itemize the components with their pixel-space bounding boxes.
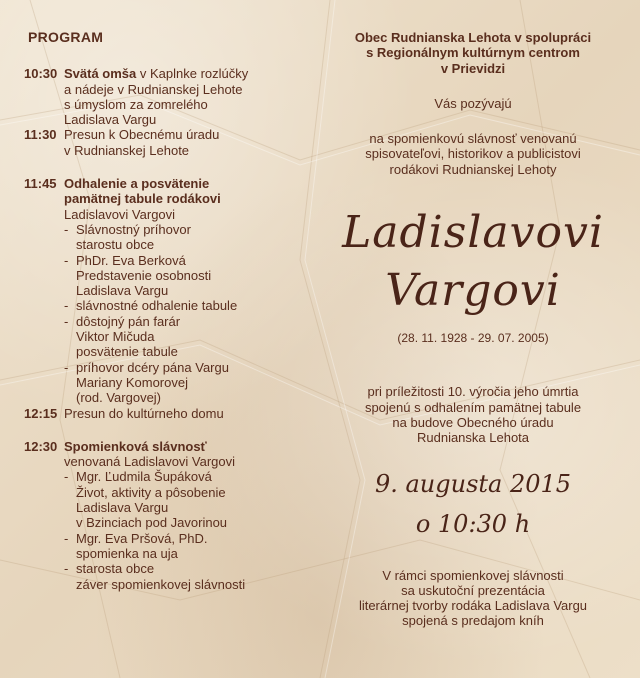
reason-line: pri príležitosti 10. výročia jeho úmrtia xyxy=(367,384,579,400)
program-line: Ladislava Vargu xyxy=(64,112,157,128)
program-time: 10:30 xyxy=(24,66,58,82)
extra-line: V rámci spomienkovej slávnosti xyxy=(382,567,564,583)
program-line: v Rudnianskej Lehote xyxy=(64,142,190,158)
program-sub-cont: posvätenie tabule xyxy=(76,344,178,360)
program-time: 11:45 xyxy=(24,176,57,192)
event-time: o 10:30 h xyxy=(415,509,531,538)
extra-line: spojená s predajom kníh xyxy=(402,613,544,629)
program-item-3 xyxy=(24,176,314,405)
program-rest: v Kaplnke rozlúčky xyxy=(136,66,249,82)
program-sub-cont: Ladislava Vargu xyxy=(76,500,169,516)
organizer-line: Obec Rudnianska Lehota v spolupráci xyxy=(354,30,592,45)
program-sub-cont: Viktor Mičuda xyxy=(76,329,155,345)
program-line: venovaná Ladislavovi Vargovi xyxy=(64,454,236,470)
program-rest: Presun k Obecnému úradu xyxy=(64,127,220,143)
extra-line: literárnej tvorby rodáka Ladislava Vargu xyxy=(358,598,588,614)
program-text xyxy=(64,127,314,158)
program-line: Ladislavovi Vargovi xyxy=(64,206,176,222)
program-item-4 xyxy=(24,406,314,421)
reason-line: spojenú s odhalením pamätnej tabule xyxy=(364,399,582,415)
program-bold: Spomienková slávnosť xyxy=(64,438,207,454)
program-time: 12:15 xyxy=(24,405,58,421)
organizer-line: v Prievidzi xyxy=(440,60,506,76)
program-bold: pamätnej tabule rodákovi xyxy=(64,191,221,207)
program-sub-cont: Predstavenie osobnosti xyxy=(76,267,212,283)
program-sub-cont: záver spomienkovej slávnosti xyxy=(76,576,246,592)
reason-line: Rudnianska Lehota xyxy=(416,430,530,446)
honoree-first-name: Ladislavovi xyxy=(342,207,604,259)
program-line: a nádeje v Rudnianskej Lehote xyxy=(64,81,243,97)
program-sub: -dôstojný pán farár xyxy=(64,313,181,329)
program-sub-cont: Ladislava Vargu xyxy=(76,283,169,299)
lifespan-dates: (28. 11. 1928 - 29. 07. 2005) xyxy=(397,331,549,346)
program-text xyxy=(64,176,314,405)
program-text xyxy=(64,66,314,127)
program-item-1 xyxy=(24,66,314,127)
honoree-last-name: Vargovi xyxy=(385,265,561,317)
program-column xyxy=(24,30,314,592)
program-sub-cont: v Bzinciach pod Javorinou xyxy=(76,515,228,531)
program-sub-cont: (rod. Vargovej) xyxy=(76,390,162,406)
program-sub-cont: Mariany Komorovej xyxy=(76,374,188,390)
event-date: 9. augusta 2015 xyxy=(374,469,572,498)
occasion-line: na spomienkovú slávnosť venovanú xyxy=(369,131,577,147)
reason-line: na budove Obecného úradu xyxy=(392,414,554,430)
program-title: PROGRAM xyxy=(28,29,104,45)
program-sub: -starosta obce xyxy=(64,561,155,577)
program-sub-cont: starostu obce xyxy=(76,237,155,253)
program-sub-cont: Život, aktivity a pôsobenie xyxy=(76,484,226,500)
program-item-5 xyxy=(24,439,314,592)
program-sub: -PhDr. Eva Berková xyxy=(64,252,186,268)
program-text xyxy=(64,439,314,592)
invites-text: Vás pozývajú xyxy=(434,95,512,111)
program-item-2 xyxy=(24,127,314,158)
program-bold: Svätá omša xyxy=(64,66,137,82)
program-time: 11:30 xyxy=(24,127,57,143)
extra-line: sa uskutoční prezentácia xyxy=(401,582,545,598)
program-sub: -príhovor dcéry pána Vargu xyxy=(64,359,229,375)
program-line: s úmyslom za zomrelého xyxy=(64,96,208,112)
organizer-line: s Regionálnym kultúrnym centrom xyxy=(366,45,580,61)
program-sub: -Mgr. Ľudmila Šupáková xyxy=(64,469,212,485)
program-sub: -slávnostné odhalenie tabule xyxy=(64,298,238,314)
program-text: Presun do kultúrneho domu xyxy=(64,405,224,421)
program-time: 12:30 xyxy=(24,438,58,454)
program-sub: -Mgr. Eva Pršová, PhD. xyxy=(64,530,208,546)
program-sub-cont: spomienka na uja xyxy=(76,545,178,561)
occasion-line: rodákovi Rudnianskej Lehoty xyxy=(389,161,557,177)
program-bold: Odhalenie a posvätenie xyxy=(64,176,210,192)
program-sub: -Slávnostný príhovor xyxy=(64,221,191,237)
invitation-column xyxy=(318,30,628,629)
occasion-line: spisovateľovi, historikov a publicistovi xyxy=(365,146,581,162)
